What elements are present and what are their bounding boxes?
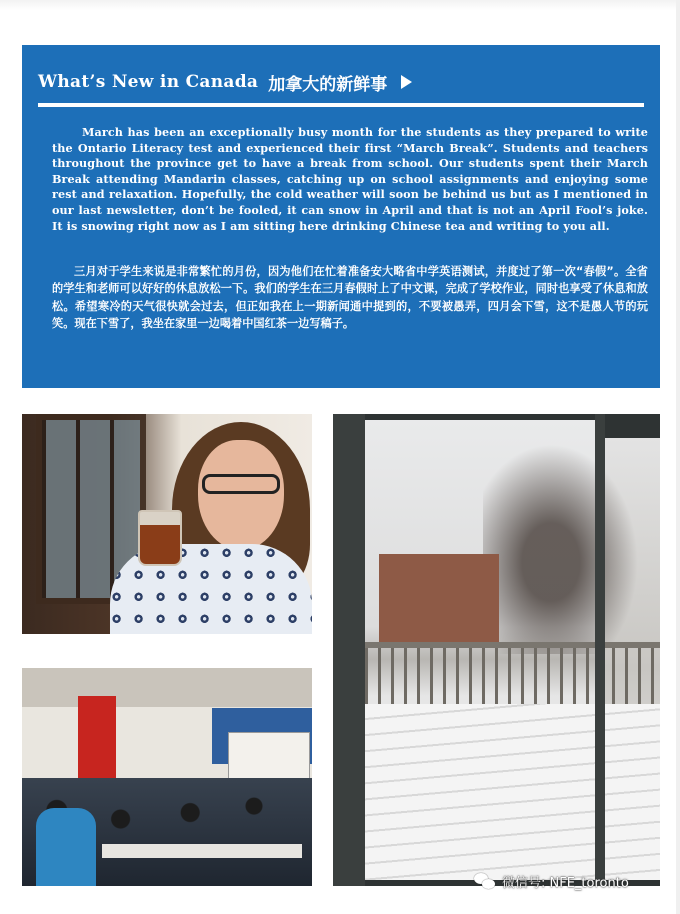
photo-brick-house bbox=[379, 554, 499, 644]
wechat-icon bbox=[474, 873, 496, 890]
whats-new-banner bbox=[22, 45, 660, 388]
photo-glasses bbox=[202, 474, 280, 494]
heading-divider bbox=[38, 103, 644, 107]
photo-window-frame-left bbox=[333, 414, 365, 886]
photo-tea-cup bbox=[138, 510, 182, 566]
photo-deck-railing bbox=[365, 642, 660, 710]
section-heading bbox=[38, 67, 412, 97]
photo-snowy-deck-window bbox=[333, 414, 660, 886]
photo-bare-trees bbox=[483, 424, 653, 654]
heading-chinese: 加拿大的新鲜事 bbox=[268, 74, 388, 95]
photo-blue-jacket bbox=[36, 808, 96, 886]
paragraph-chinese: 三月对于学生来说是非常繁忙的月份，因为他们在忙着准备安大略省中学英语测试，并度过了第一次“春假”。全省的学生和老师可以好好的休息放松一下。我们的学生在三月春假时上了中文课，完成了学校作业，同时也享受了休息和放松。希望寒冷的天气很快就会过去，但正如我在上一期新闻通中提到的，不要被愚弄，四月会下雪，这不是愚人节的玩笑。现在下雪了，我坐在家里一边喝着中国红茶一边写稿子。 bbox=[52, 265, 648, 331]
paragraph-english: March has been an exceptionally busy month for the students as they prepared to write the Ontario Literacy test and experienced their first “March Break”. Students and teachers throughout the province get to have a break from school. Our students spent their March Break attending Mandarin classes, catching up on school assignments and enjoying some rest and relaxation. Hopefully, the cold weather will soon be behind us but as I mentioned in our last newsletter, don’t be fooled, it can snow in April and that is not an April Fool’s joke. It is snowing right now as I am sitting here drinking Chinese tea and writing to you all. bbox=[52, 125, 648, 233]
photo-teacher-drinking-tea bbox=[22, 414, 312, 634]
photo-desk bbox=[102, 844, 302, 858]
wechat-watermark bbox=[474, 872, 629, 891]
watermark-text: 微信号: NFE_toronto bbox=[502, 876, 629, 891]
heading-english: What’s New in Canada bbox=[38, 72, 259, 92]
play-triangle-icon bbox=[401, 75, 412, 89]
photo-classroom bbox=[22, 668, 312, 886]
page-top-edge bbox=[0, 0, 680, 10]
photo-window-frame-middle bbox=[595, 414, 605, 886]
photo-snowy-deck bbox=[365, 704, 660, 880]
page-right-edge bbox=[676, 0, 680, 914]
photo-face bbox=[198, 440, 284, 550]
